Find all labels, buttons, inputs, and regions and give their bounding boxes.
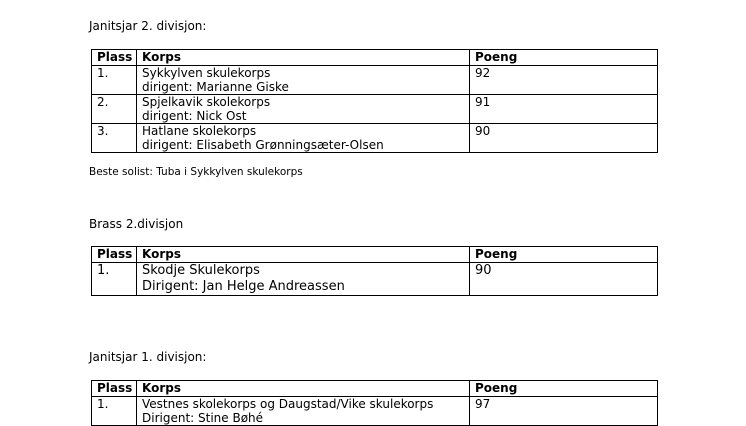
cell-korps [137,95,470,124]
section-heading-brass-2: Brass 2.divisjon [89,217,184,231]
korps-name: Spjelkavik skolekorps [142,95,271,109]
column-header-plass: Plass [92,381,137,397]
cell-plass: 2. [92,95,137,124]
cell-korps [137,397,470,426]
korps-dirigent: dirigent: Nick Ost [142,109,247,123]
korps-dirigent: Dirigent: Jan Helge Andreassen [142,279,345,294]
column-header-korps: Korps [137,381,470,397]
korps-name: Sykkylven skulekorps [142,66,271,80]
korps-dirigent: Dirigent: Stine Bøhé [142,411,264,425]
results-table-janitsjar-1 [91,380,658,426]
korps-name: Hatlane skolekorps [142,124,257,138]
cell-korps [137,263,470,296]
korps-dirigent: dirigent: Marianne Giske [142,80,289,94]
best-soloist-note: Beste solist: Tuba i Sykkylven skulekorps [89,166,303,178]
table-header-row [92,247,658,263]
column-header-korps: Korps [137,50,470,66]
korps-name: Vestnes skolekorps og Daugstad/Vike skulekorps [142,397,434,411]
table-header-row [92,381,658,397]
cell-poeng: 91 [470,95,658,124]
table-row [92,397,658,426]
section-heading-janitsjar-2: Janitsjar 2. divisjon: [89,19,207,33]
table-row [92,95,658,124]
cell-poeng: 90 [470,263,658,296]
table-row [92,124,658,153]
cell-poeng: 97 [470,397,658,426]
korps-dirigent: dirigent: Elisabeth Grønningsæter-Olsen [142,138,384,152]
cell-poeng: 90 [470,124,658,153]
cell-poeng: 92 [470,66,658,95]
column-header-poeng: Poeng [470,381,658,397]
table-row [92,66,658,95]
cell-plass: 1. [92,397,137,426]
column-header-plass: Plass [92,247,137,263]
korps-name: Skodje Skulekorps [142,263,260,278]
column-header-plass: Plass [92,50,137,66]
results-table-brass-2 [91,246,658,296]
column-header-korps: Korps [137,247,470,263]
cell-plass: 3. [92,124,137,153]
cell-korps [137,124,470,153]
section-heading-janitsjar-1: Janitsjar 1. divisjon: [89,350,207,364]
cell-plass: 1. [92,263,137,296]
results-table-janitsjar-2 [91,49,658,153]
table-header-row [92,50,658,66]
cell-plass: 1. [92,66,137,95]
cell-korps [137,66,470,95]
column-header-poeng: Poeng [470,50,658,66]
table-row [92,263,658,296]
column-header-poeng: Poeng [470,247,658,263]
